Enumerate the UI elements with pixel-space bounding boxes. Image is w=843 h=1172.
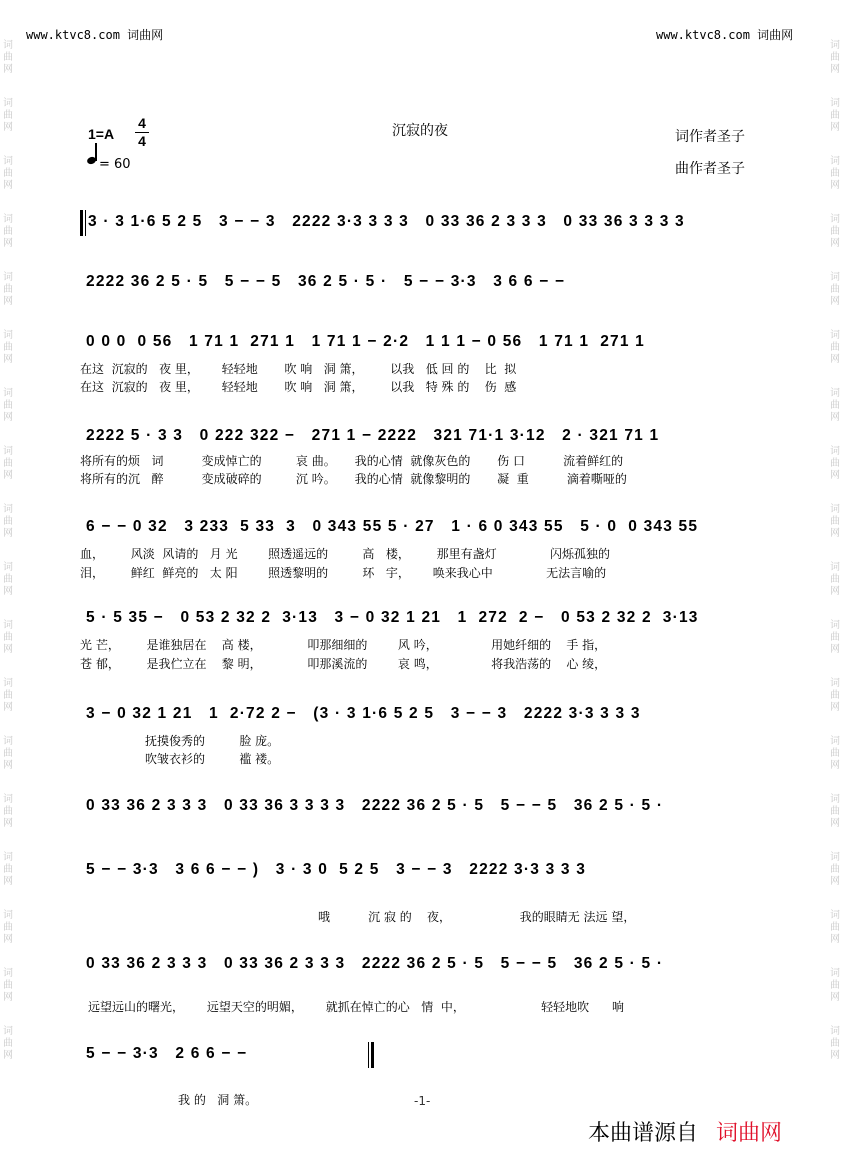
side-watermark-text: 词 曲 网 <box>3 40 13 75</box>
lyric-line: 光 芒， 是谁独居在 高 楼， 叩那细细的 风 吟， 用她纤细的 手 指， <box>80 638 607 652</box>
side-watermark-text: 词 曲 网 <box>3 736 13 771</box>
score-row-3 <box>80 328 760 356</box>
lyric-line: 泪， 鲜红 鲜亮的 太 阳 照透黎明的 环 宇， 唤来我心中 无法言喻的 <box>80 566 607 580</box>
score-row-11 <box>80 1040 760 1068</box>
score-row-5 <box>80 513 760 541</box>
lyric-line: 在这 沉寂的 夜 里， 轻轻地 吹 响 洞 箫， 以我 特 殊 的 伤 感 <box>80 380 517 394</box>
notation-line: 3 · 3 1·6 5 2 5 3 − − 3 2222 3·3 3 3 3 0 33 36 2 3 3 3 0 33 36 3 3 3 3 <box>88 213 685 230</box>
side-watermark-text: 词 曲 网 <box>830 98 840 133</box>
composer-credit: 曲作者圣子 <box>675 161 745 177</box>
side-watermark-text: 词 曲 网 <box>3 330 13 365</box>
side-watermark-text: 词 曲 网 <box>830 620 840 655</box>
notation-line: 6 − − 0 32 3 233 5 33 3 0 343 55 5 · 27 1 · 6 0 343 55 5 · 0 0 343 55 <box>86 518 699 535</box>
side-watermark-text: 词 曲 网 <box>3 214 13 249</box>
notation-line: 5 − − 3·3 3 6 6 − − ) 3 · 3 0 5 2 5 3 − − 3 2222 3·3 3 3 3 <box>86 861 587 878</box>
side-watermark-text: 词 曲 网 <box>3 388 13 423</box>
notation-line: 5 · 5 35 − 0 53 2 32 2 3·13 3 − 0 32 1 21 1 272 2 − 0 53 2 32 2 3·13 <box>86 609 699 626</box>
side-watermark-text: 词 曲 网 <box>3 1026 13 1061</box>
side-watermark-right <box>827 0 843 1172</box>
quarter-note-head-icon <box>86 156 97 166</box>
source-footer <box>588 1116 782 1147</box>
source-text: 本曲谱源自 <box>588 1121 699 1146</box>
notation-line: 2222 36 2 5 · 5 5 − − 5 36 2 5 · 5 · 5 − − 3·3 3 6 6 − − <box>86 273 566 290</box>
score-row-2 <box>80 268 760 296</box>
lyric-line: 苍 郁， 是我伫立在 黎 明， 叩那溪流的 哀 鸣， 将我浩荡的 心 绫， <box>80 657 607 671</box>
notation-line: 3 − 0 32 1 21 1 2·72 2 − (3 · 3 1·6 5 2 5 3 − − 3 2222 3·3 3 3 3 <box>86 705 641 722</box>
notation-line: 0 33 36 2 3 3 3 0 33 36 3 3 3 3 2222 36 2 5 · 5 5 − − 5 36 2 5 · 5 · <box>86 797 664 814</box>
repeat-start-barline <box>80 210 86 236</box>
watermark-url-right: www.ktvc8.com 词曲网 <box>656 28 794 42</box>
lyric-line: 吹皱衣衫的 褴 褛。 <box>145 752 280 766</box>
score-row-1 <box>80 208 760 236</box>
side-watermark-text: 词 曲 网 <box>3 620 13 655</box>
lyric-line: 远望远山的曙光， 远望天空的明媚， 就抓在悼亡的心 情 中， 轻轻地吹 响 <box>88 1000 625 1014</box>
lyric-line: 将所有的烦 词 变成悼亡的 哀 曲。 我的心情 就像灰色的 伤 口 流着鲜红的 <box>80 454 624 468</box>
lyricist-credit: 词作者圣子 <box>675 129 745 145</box>
tempo-marking: = 60 <box>99 157 131 172</box>
lyric-line: 抚摸俊秀的 脸 庞。 <box>145 734 280 748</box>
side-watermark-text: 词 曲 网 <box>830 1026 840 1061</box>
side-watermark-text: 词 曲 网 <box>830 446 840 481</box>
watermark-url-left: www.ktvc8.com 词曲网 <box>26 28 164 42</box>
side-watermark-text: 词 曲 网 <box>830 504 840 539</box>
side-watermark-text: 词 曲 网 <box>830 40 840 75</box>
side-watermark-text: 词 曲 网 <box>830 156 840 191</box>
side-watermark-text: 词 曲 网 <box>830 272 840 307</box>
score-row-10 <box>80 950 760 978</box>
side-watermark-text: 词 曲 网 <box>830 794 840 829</box>
side-watermark-text: 词 曲 网 <box>830 910 840 945</box>
side-watermark-left <box>0 0 16 1172</box>
side-watermark-text: 词 曲 网 <box>830 736 840 771</box>
side-watermark-text: 词 曲 网 <box>830 562 840 597</box>
side-watermark-text: 词 曲 网 <box>830 214 840 249</box>
notation-line: 5 − − 3·3 2 6 6 − − <box>86 1045 248 1062</box>
lyric-line: 在这 沉寂的 夜 里， 轻轻地 吹 响 洞 箫， 以我 低 回 的 比 拟 <box>80 362 517 376</box>
score-row-9 <box>80 856 760 884</box>
lyric-line: 哦 沉 寂 的 夜， 我的眼睛无 法远 望， <box>318 910 636 924</box>
side-watermark-text: 词 曲 网 <box>3 98 13 133</box>
side-watermark-text: 词 曲 网 <box>3 156 13 191</box>
side-watermark-text: 词 曲 网 <box>3 272 13 307</box>
time-signature: 4 4 <box>135 116 149 149</box>
final-barline <box>368 1042 374 1068</box>
key-signature: 1=A <box>88 126 115 142</box>
lyric-line: 我 的 洞 箫。 <box>178 1093 258 1107</box>
notation-line: 0 33 36 2 3 3 3 0 33 36 2 3 3 3 2222 36 2 5 · 5 5 − − 5 36 2 5 · 5 · <box>86 955 664 972</box>
notation-line: 2222 5 · 3 3 0 222 322 − 271 1 − 2222 321 71·1 3·12 2 · 321 71 1 <box>86 427 660 444</box>
site-name: 词曲网 <box>716 1121 783 1146</box>
notation-line: 0 0 0 0 56 1 71 1 271 1 1 71 1 − 2·2 1 1 1 − 0 56 1 71 1 271 1 <box>86 333 645 350</box>
side-watermark-text: 词 曲 网 <box>3 678 13 713</box>
lyric-line: 血， 风淡 风请的 月 光 照透遥远的 高 楼， 那里有盏灯 闪烁孤独的 <box>80 547 610 561</box>
lyric-line: 将所有的沉 醉 变成破碎的 沉 吟。 我的心情 就像黎明的 凝 重 滴着嘶哑的 <box>80 472 627 486</box>
score-row-7 <box>80 700 760 728</box>
score-row-6 <box>80 604 760 632</box>
page-number: -1- <box>414 1094 431 1108</box>
side-watermark-text: 词 曲 网 <box>3 910 13 945</box>
side-watermark-text: 词 曲 网 <box>3 504 13 539</box>
score-row-8 <box>80 792 760 820</box>
side-watermark-text: 词 曲 网 <box>3 794 13 829</box>
side-watermark-text: 词 曲 网 <box>3 968 13 1003</box>
side-watermark-text: 词 曲 网 <box>830 388 840 423</box>
song-title: 沉寂的夜 <box>392 123 448 139</box>
score-row-4 <box>80 422 760 450</box>
side-watermark-text: 词 曲 网 <box>830 330 840 365</box>
side-watermark-text: 词 曲 网 <box>830 852 840 887</box>
side-watermark-text: 词 曲 网 <box>830 678 840 713</box>
side-watermark-text: 词 曲 网 <box>3 562 13 597</box>
side-watermark-text: 词 曲 网 <box>830 968 840 1003</box>
side-watermark-text: 词 曲 网 <box>3 852 13 887</box>
side-watermark-text: 词 曲 网 <box>3 446 13 481</box>
